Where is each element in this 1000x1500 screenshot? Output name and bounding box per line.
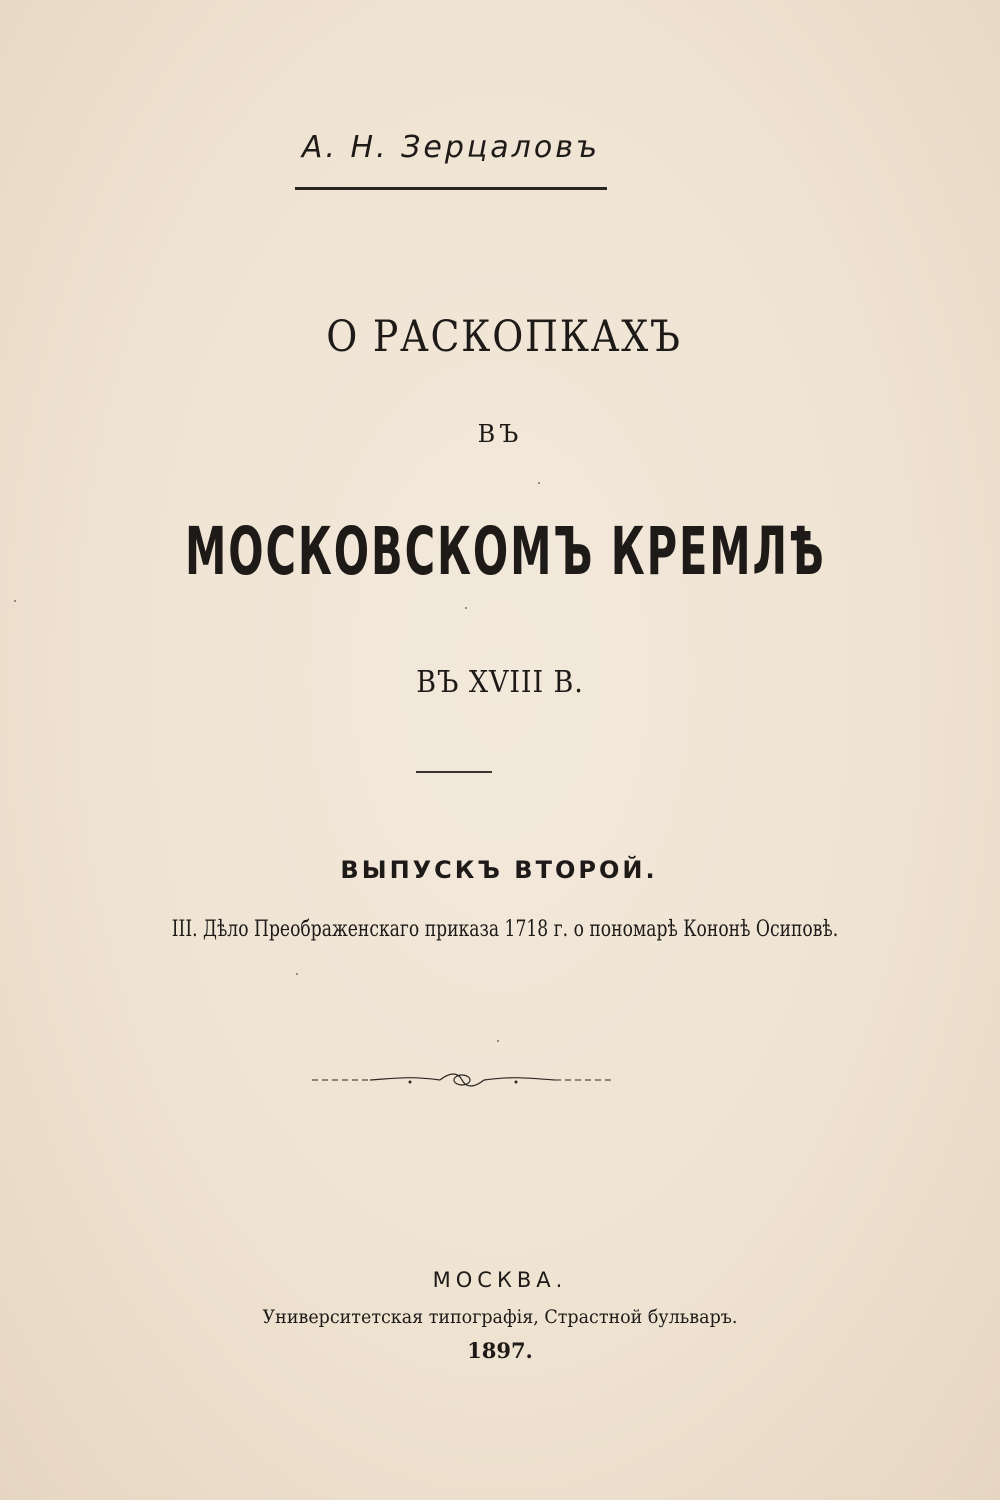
author-name: А. Н. Зерцаловъ bbox=[301, 130, 601, 165]
title-line-1: О РАСКОПКАХЪ bbox=[326, 312, 682, 362]
paper-speck bbox=[14, 600, 16, 602]
title-line-4: ВЪ XVIII В. bbox=[416, 665, 584, 700]
ornament-divider-icon bbox=[310, 1068, 615, 1092]
publisher: Университетская типографія, Страстной бульваръ. bbox=[262, 1306, 738, 1328]
issue-subtitle: III. Дѣло Преображенскаго приказа 1718 г. о пономарѣ Кононѣ Осиповѣ. bbox=[171, 917, 839, 942]
paper-speck bbox=[497, 1040, 499, 1042]
issue-heading: ВЫПУСКЪ ВТОРОЙ. bbox=[340, 856, 658, 884]
paper-speck bbox=[538, 482, 540, 484]
publication-city: МОСКВА. bbox=[432, 1268, 568, 1292]
title-divider bbox=[416, 771, 492, 773]
paper-speck bbox=[296, 973, 298, 975]
author-underline bbox=[295, 187, 607, 190]
paper-speck bbox=[465, 607, 467, 609]
publication-year: 1897. bbox=[467, 1338, 533, 1363]
title-line-3: МОСКОВСКОМЪ КРЕМЛѢ bbox=[185, 513, 826, 590]
title-line-2: ВЪ bbox=[477, 420, 523, 448]
